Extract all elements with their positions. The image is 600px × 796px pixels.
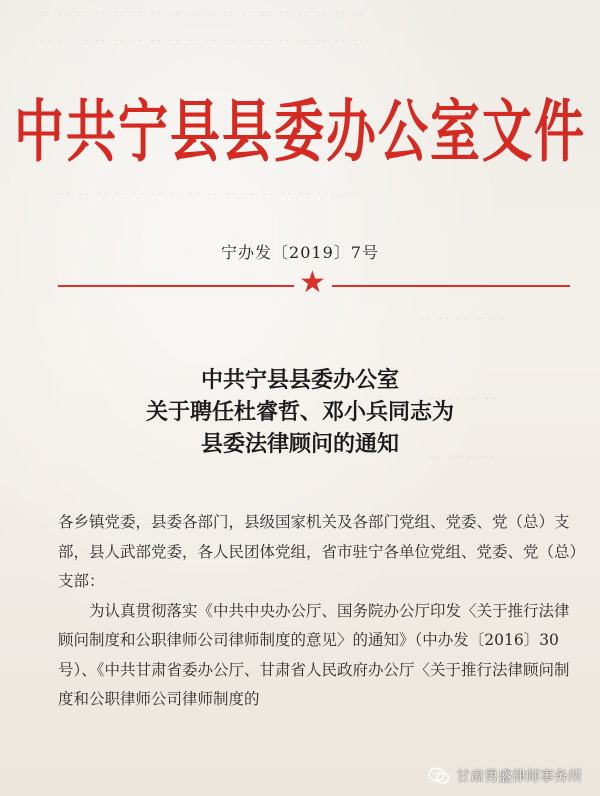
red-divider-left bbox=[58, 285, 294, 287]
bleed-through-text: ·· ·· ·· ·· ·· bbox=[420, 312, 506, 327]
notice-title bbox=[0, 365, 600, 461]
wechat-icon bbox=[428, 767, 450, 785]
red-divider-right bbox=[332, 285, 570, 287]
bleed-through-text: ·· ·· ·· ·· ·· ·· ·· ·· ·· ·· ·· ·· ·· ·· ·· ·· ·· bbox=[60, 188, 367, 203]
document-header-title: 中共宁县县委办公室文件 bbox=[14, 92, 586, 172]
watermark bbox=[428, 766, 582, 786]
notice-title-line: 县委法律顾问的通知 bbox=[200, 432, 399, 457]
addressee-paragraph: 各乡镇党委，县委各部门，县级国家机关及各部门党组、党委、党（总）支部，县人武部党委，各人民团体党组，省市驻宁各单位党组、党委、党（总）支部： bbox=[58, 513, 578, 590]
document-body bbox=[58, 508, 578, 715]
notice-title-line: 中共宁县县委办公室 bbox=[200, 368, 399, 393]
bleed-through-text: ·· ·· ·· ·· bbox=[430, 392, 498, 407]
document-number: 宁办发〔2019〕7号 bbox=[221, 243, 379, 262]
bleed-through-text: ·· ·· ·· ·· bbox=[430, 450, 498, 465]
watermark-text: 甘肃勇盛律师事务所 bbox=[456, 769, 582, 785]
bleed-through-text: ·· ·· ·· ·· ·· ·· ·· ·· ·· ·· ·· ·· ·· ·· ·· ·· ·· ·· bbox=[40, 34, 366, 49]
body-paragraph: 为认真贯彻落实《中共中央办公厅、国务院办公厅印发〈关于推行法律顾问制度和公职律师公司律师制度的意见〉的通知》（中办发〔2016〕30号）、《中共甘肃省委办公厅、甘肃省人民政府办公厅〈关于推行法律顾问制度和公职律师公司律师制度的 bbox=[58, 601, 570, 708]
star-icon: ★ bbox=[299, 265, 326, 300]
notice-title-line: 关于聘任杜睿哲、邓小兵同志为 bbox=[145, 400, 454, 425]
bleed-through-text: ·· ·· ·· ·· ·· ·· ·· ·· ·· ·· ·· ·· ·· ·· ·· ·· ·· ·· bbox=[40, 6, 366, 21]
